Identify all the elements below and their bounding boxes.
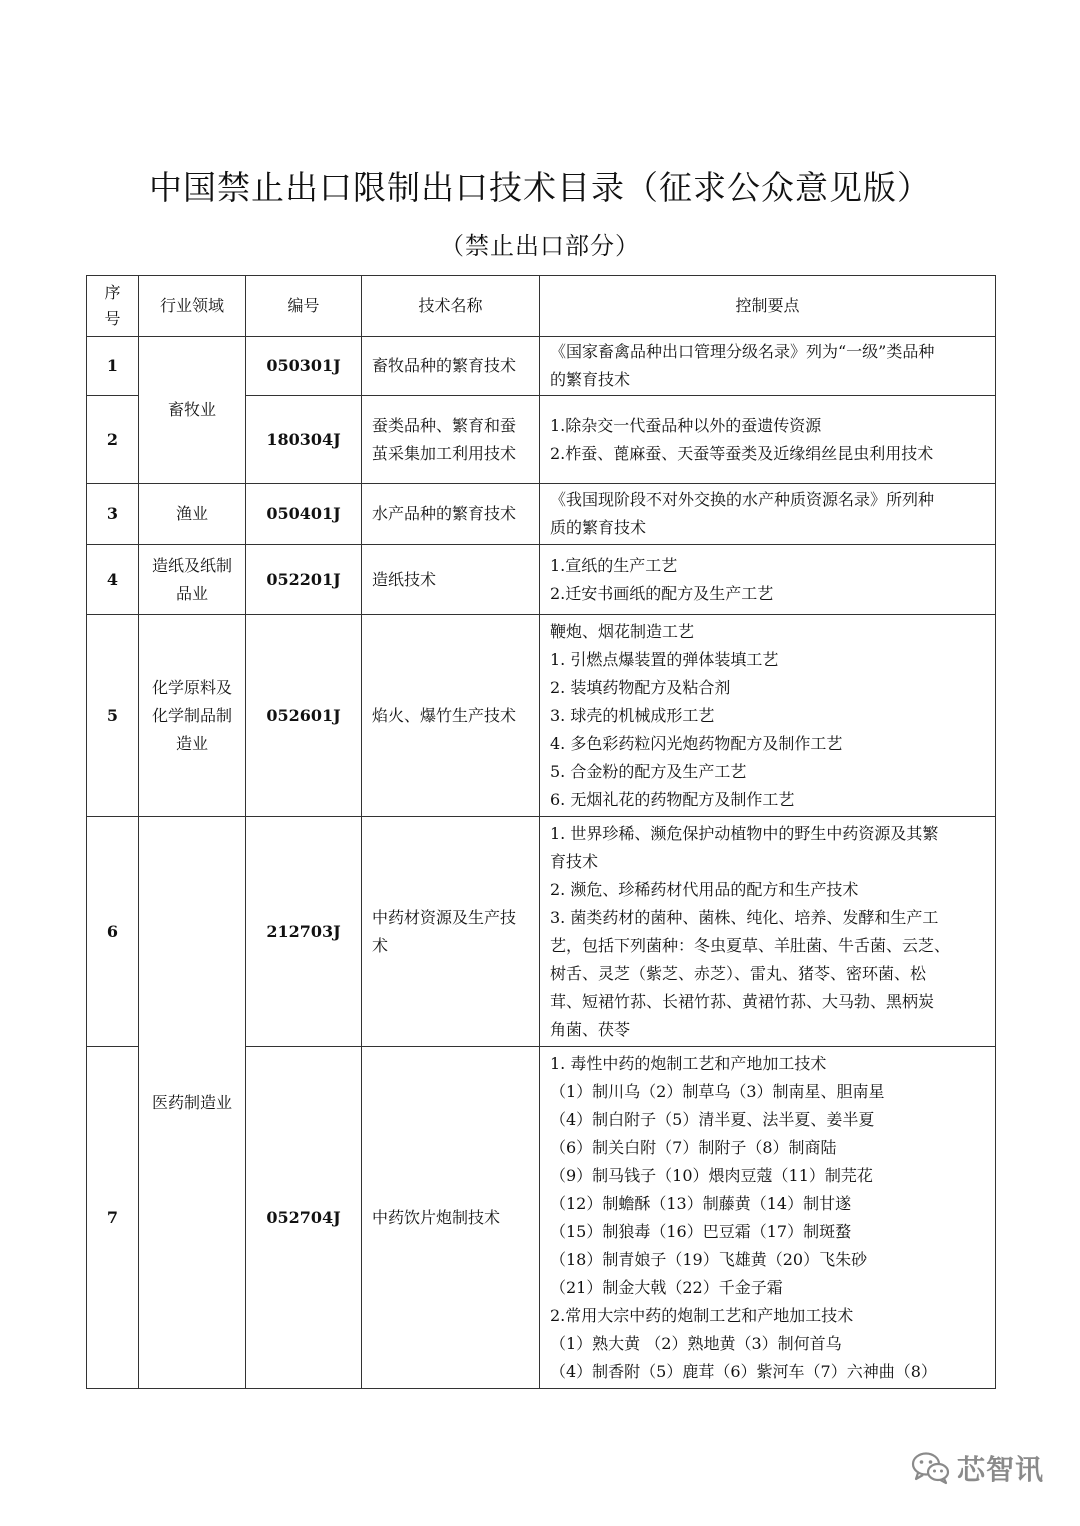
row-code: 180304J [246, 396, 362, 484]
header-seq: 序号 [87, 276, 139, 337]
row-control-points [540, 1047, 996, 1389]
row-industry: 化学原料及化学制品制造业 [139, 615, 246, 817]
row-tech-name: 造纸技术 [362, 545, 540, 615]
control-line: 树舌、灵芝（紫芝、赤芝）、雷丸、猪苓、密环菌、松 [550, 963, 927, 983]
control-line: 5. 合金粉的配方及生产工艺 [550, 761, 747, 781]
row-seq: 3 [87, 484, 139, 545]
control-line: 4. 多色彩药粒闪光炮药物配方及制作工艺 [550, 733, 843, 753]
row-tech-name: 中药饮片炮制技术 [362, 1047, 540, 1389]
control-line: 1. 世界珍稀、濒危保护动植物中的野生中药资源及其繁 [550, 823, 939, 843]
header-code: 编号 [246, 276, 362, 337]
row-seq: 6 [87, 817, 139, 1047]
control-line: （6）制关白附（7）制附子（8）制商陆 [550, 1137, 837, 1157]
row-industry: 渔业 [139, 484, 246, 545]
control-line: （12）制蟾酥（13）制藤黄（14）制甘遂 [550, 1193, 852, 1213]
control-line: （15）制狼毒（16）巴豆霜（17）制斑蝥 [550, 1221, 852, 1241]
watermark [911, 1448, 1044, 1488]
header-tech-name: 技术名称 [362, 276, 540, 337]
document-title: 中国禁止出口限制出口技术目录（征求公众意见版） [149, 168, 931, 207]
control-line: 茸、短裙竹荪、长裙竹荪、黄裙竹荪、大马勃、黑柄炭 [550, 991, 935, 1011]
table-row [87, 817, 996, 1047]
row-control-points [540, 396, 996, 484]
row-code: 052704J [246, 1047, 362, 1389]
row-industry: 医药制造业 [139, 817, 246, 1389]
control-line: 1. 毒性中药的炮制工艺和产地加工技术 [550, 1053, 827, 1073]
row-control-points [540, 615, 996, 817]
row-industry: 畜牧业 [139, 337, 246, 484]
wechat-icon [911, 1451, 951, 1485]
control-line: 质的繁育技术 [550, 518, 647, 537]
header-control-points: 控制要点 [540, 276, 996, 337]
document-subtitle: （禁止出口部分） [440, 232, 640, 260]
row-code: 052601J [246, 615, 362, 817]
control-line: 2.柞蚕、蓖麻蚕、天蚕等蚕类及近缘绢丝昆虫利用技术 [550, 443, 934, 463]
control-line: （18）制青娘子（19）飞雄黄（20）飞朱砂 [550, 1249, 868, 1269]
control-line: 2.常用大宗中药的炮制工艺和产地加工技术 [550, 1305, 854, 1325]
watermark-text: 芯智讯 [956, 1453, 1044, 1486]
control-line: 1.除杂交一代蚕品种以外的蚕遗传资源 [550, 415, 822, 435]
control-line: 艺，包括下列菌种：冬虫夏草、羊肚菌、牛舌菌、云芝、 [550, 935, 951, 955]
header-industry: 行业领域 [139, 276, 246, 337]
row-tech-name: 蚕类品种、繁育和蚕茧采集加工利用技术 [362, 396, 540, 484]
table-row [87, 337, 996, 396]
table-row [87, 484, 996, 545]
control-line: 2.迁安书画纸的配方及生产工艺 [550, 583, 774, 603]
control-line: 《国家畜禽品种出口管理分级名录》列为“一级”类品种 [550, 342, 935, 361]
control-line: 3. 菌类药材的菌种、菌株、纯化、培养、发酵和生产工 [550, 907, 939, 927]
control-line: （1）制川乌（2）制草乌（3）制南星、胆南星 [550, 1081, 885, 1101]
row-tech-name: 中药材资源及生产技术 [362, 817, 540, 1047]
row-code: 050301J [246, 337, 362, 396]
control-line: 《我国现阶段不对外交换的水产种质资源名录》所列种 [550, 490, 935, 509]
control-line: （9）制马钱子（10）煨肉豆蔻（11）制芫花 [550, 1165, 873, 1185]
table-row [87, 615, 996, 817]
row-control-points [540, 337, 996, 396]
row-seq: 1 [87, 337, 139, 396]
table-row [87, 545, 996, 615]
row-control-points [540, 817, 996, 1047]
control-line: 2. 濒危、珍稀药材代用品的配方和生产技术 [550, 879, 859, 899]
control-line: （21）制金大戟（22）千金子霜 [550, 1277, 783, 1297]
row-tech-name: 水产品种的繁育技术 [362, 484, 540, 545]
row-seq: 5 [87, 615, 139, 817]
row-code: 050401J [246, 484, 362, 545]
control-line: 1.宣纸的生产工艺 [550, 555, 678, 575]
control-line: 育技术 [550, 851, 599, 871]
row-control-points [540, 484, 996, 545]
row-seq: 4 [87, 545, 139, 615]
control-line: 6. 无烟礼花的药物配方及制作工艺 [550, 789, 795, 809]
control-line: 角菌、茯苓 [550, 1019, 631, 1039]
row-seq: 2 [87, 396, 139, 484]
row-tech-name: 畜牧品种的繁育技术 [362, 337, 540, 396]
control-line: 3. 球壳的机械成形工艺 [550, 705, 715, 725]
row-industry: 造纸及纸制品业 [139, 545, 246, 615]
control-line: （4）制香附（5）鹿茸（6）紫河车（7）六神曲（8） [550, 1361, 937, 1381]
control-line: （4）制白附子（5）清半夏、法半夏、姜半夏 [550, 1109, 875, 1129]
control-line: 1. 引燃点爆装置的弹体装填工艺 [550, 649, 779, 669]
control-line: （1）熟大黄 （2）熟地黄（3）制何首乌 [550, 1333, 842, 1353]
row-control-points [540, 545, 996, 615]
control-line: 的繁育技术 [550, 370, 631, 389]
row-seq: 7 [87, 1047, 139, 1389]
control-line: 2. 装填药物配方及粘合剂 [550, 677, 731, 697]
control-line: 鞭炮、烟花制造工艺 [550, 621, 695, 641]
table-header-row [87, 276, 996, 337]
row-code: 052201J [246, 545, 362, 615]
row-code: 212703J [246, 817, 362, 1047]
technology-catalog-table [86, 275, 996, 1389]
row-tech-name: 焰火、爆竹生产技术 [362, 615, 540, 817]
